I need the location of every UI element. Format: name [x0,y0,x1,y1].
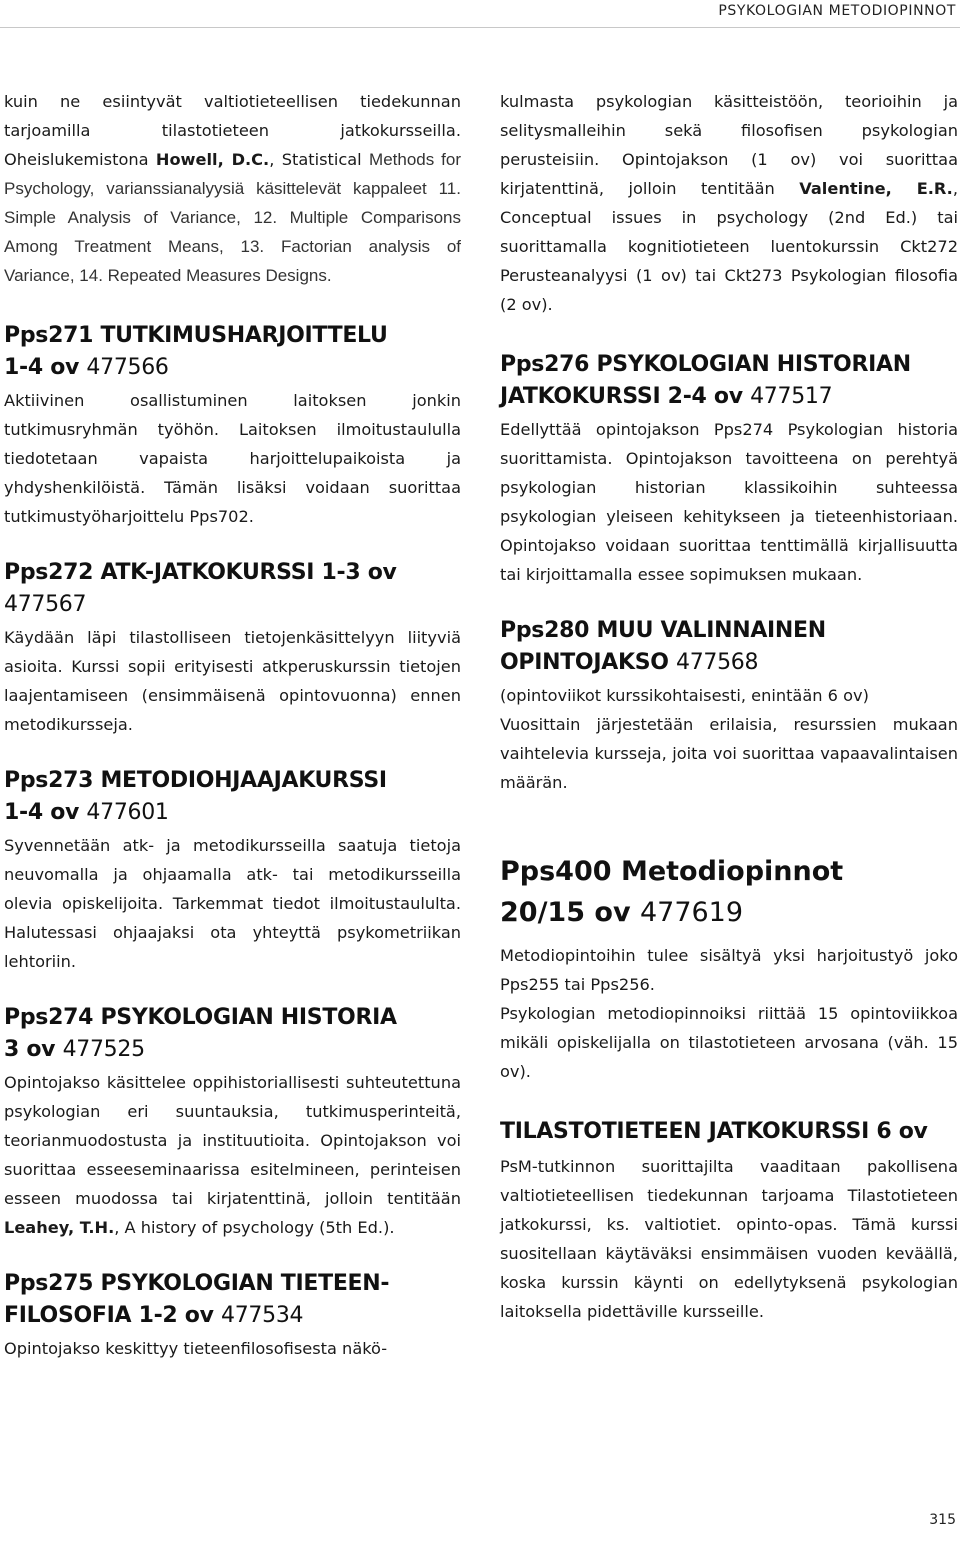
course-code: 477619 [639,897,744,928]
course-code: 477567 [4,592,87,617]
section-body: Opintojakso keskittyy tieteenfilosofisesta näkö- [4,1339,388,1358]
course-code: 477534 [221,1303,304,1328]
section-note: (opintoviikot kurssikohtaisesti, enintään 6 ov) [500,686,869,705]
section-body: Vuosittain järjestetään erilaisia, resurssien mukaan vaihtelevia kursseja, joita voi suorittaa vapaavalintaisen määrän. [500,715,958,792]
section-body: Psykologian metodiopinnoiksi riittää 15 opintoviikkoa mikäli opiskelijalla on tilastotieteen arvosana (väh. 15 ov). [500,1004,958,1081]
intro-serif-text: Methods for Psychology, varianssianalyysiä käsittelevät kappaleet 11. Simple Analysis of Variance, 12. Multiple Comparisons Among Treatment Means, 13. Factorian analysis of Variance, 14. Repeated Measures Designs. [4,150,461,285]
section-pps271 [4,320,461,531]
section-title: Pps400 Metodiopinnot 20/15 ov 477619 [500,856,844,928]
course-code: 477566 [86,355,169,380]
section-body: Syvennetään atk- ja metodikursseilla saatuja tietoja neuvomalla ja ohjaamalla atk- tai metodikursseilla olevia opiskelijoita. Tarkemmat tiedot ilmoitustaululta. Halutessasi ohjaajaksi ota yhteyttä psykometriikan lehtoriin. [4,836,461,971]
section-pps275-continued: kulmasta psykologian käsitteistöön, teorioihin ja selitysmalleihin sekä filosofisen psykologian perusteisiin. Opintojakson (1 ov) voi suorittaa kirjatenttinä, jolloin tentitään Valentine, E.R., Conceptual issues in psychology (2nd Ed.) tai suorittamalla kognitiotieteen luentokurssin Ckt272 Perusteanalyysi (1 ov) tai Ckt273 Psykologian filosofia (2 ov). [500,92,958,314]
left-column [4,87,461,1363]
section-title: Pps275 PSYKOLOGIAN TIETEEN- FILOSOFIA 1-2 ov 477534 [4,1271,390,1328]
book-author: Valentine, E.R. [799,179,953,198]
section-pps272 [4,557,461,739]
section-title: Pps276 PSYKOLOGIAN HISTORIAN JATKOKURSSI 2-4 ov 477517 [500,352,911,409]
book-author: Leahey, T.H. [4,1218,115,1237]
course-code: 477568 [676,650,759,675]
section-title: Pps271 TUTKIMUSHARJOITTELU 1-4 ov 477566 [4,323,388,380]
section-title: TILASTOTIETEEN JATKOKURSSI 6 ov [500,1119,928,1144]
section-statistics [500,1116,958,1326]
course-code: 477525 [62,1037,145,1062]
section-pps274 [4,1002,461,1242]
running-header [0,0,960,28]
course-code: 477601 [86,800,169,825]
section-body: Opintojakso käsittelee oppihistoriallisesti suhteutettuna psykologian eri suuntauksia, tutkimusperinteitä, teorianmuodostusta ja instituutioita. Opintojakson voi suorittaa esseeseminaarissa esitelmineen, perinteisen esseen muodossa tai kirjatenttinä, jolloin tentitään Leahey, T.H., A history of psychology (5th Ed.). [4,1073,461,1237]
intro-author: Howell, D.C. [155,150,270,169]
section-title: Pps273 METODIOHJAAJAKURSSI 1-4 ov 477601 [4,768,387,825]
section-title: Pps274 PSYKOLOGIAN HISTORIA 3 ov 477525 [4,1005,397,1062]
section-title: Pps272 ATK-JATKOKURSSI 1-3 ov 477567 [4,560,397,617]
section-body: Edellyttää opintojakson Pps274 Psykologian historia suorittamista. Opintojakson tavoitteena on perehtyä psykologian historian klassikoihin suhteessa psykologian yleiseen kehitykseen ja tieteenhistoriaan. Opintojakso voidaan suorittaa tenttimällä kirjallisuutta tai kirjoittamalla essee sopimuksen mukaan. [500,420,958,584]
right-column [500,87,958,1326]
section-pps275 [4,1268,461,1363]
section-body: Metodiopintoihin tulee sisältyä yksi harjoitustyö joko Pps255 tai Pps256. [500,946,958,994]
page-number: 315 [929,1512,956,1528]
section-pps400 [500,851,958,1086]
running-title: PSYKOLOGIAN METODIOPINNOT [718,3,956,19]
course-code: 477517 [750,384,833,409]
intro-paragraph: kuin ne esiintyvät valtiotieteellisen tiedekunnan tarjoamilla tilastotieteen jatkokursseilla. Oheislukemistona Howell, D.C., Statistical Methods for Psychology, varianssianalyysiä käsittelevät kappaleet 11. Simple Analysis of Variance, 12. Multiple Comparisons Among Treatment Means, 13. Factorian analysis of Variance, 14. Repeated Measures Designs. [4,92,461,285]
section-body: Käydään läpi tilastolliseen tietojenkäsittelyyn liityviä asioita. Kurssi sopii erityisesti atkperuskurssin tietojen laajentamiseen (ensimmäisenä opintovuonna) ennen metodikursseja. [4,628,461,734]
section-pps276 [500,349,958,589]
section-body: Aktiivinen osallistuminen laitoksen jonkin tutkimusryhmän työhön. Laitoksen ilmoitustaululla tiedotetaan vapaista harjoittelupaikoista ja yhdyshenkilöistä. Tämän lisäksi voidaan suorittaa tutkimustyöharjoittelu Pps702. [4,391,461,526]
section-body: PsM-tutkinnon suorittajilta vaaditaan pakollisena valtiotieteellisen tiedekunnan tarjoama Tilastotieteen jatkokurssi, ks. valtiotiet. opinto-opas. Tämä kurssi suositellaan käytäväksi ensimmäisen vuoden keväällä, koska kurssin käynti on edellytyksenä psykologian laitoksella pidettäville kursseille. [500,1157,958,1321]
section-pps280 [500,615,958,797]
section-title: Pps280 MUU VALINNAINEN OPINTOJAKSO 477568 [500,618,826,675]
section-pps273 [4,765,461,976]
